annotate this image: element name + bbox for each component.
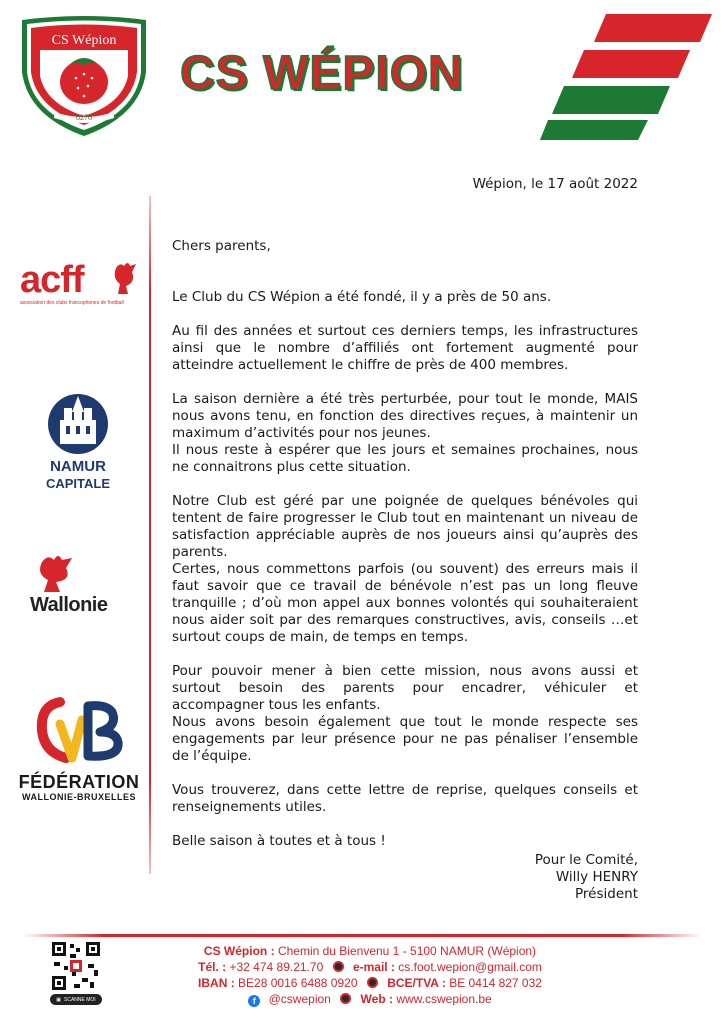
- rooster-icon: [110, 260, 138, 296]
- footer-bce: BE 0414 827 032: [449, 976, 542, 990]
- paragraph-advice: Vous trouverez, dans cette lettre de reprise, quelques conseils et renseignements utiles.: [172, 782, 638, 815]
- paragraph-appeal: Certes, nous commettons parfois (ou souvent) des erreurs mais il faut savoir que ce travail de bénévole n’est pas un long fleuve tranquille ; d’où mon appel aux bonnes volontés qui souhaiteraient nous aider soit par des remarques constructives, avis, conseils …et surtout coups de main, de temps en temps.: [172, 561, 638, 645]
- acff-subtitle: association des clubs francophones de football: [20, 300, 124, 306]
- footer-iban-label: IBAN :: [198, 976, 235, 990]
- footer-facebook[interactable]: @cswepion: [268, 992, 331, 1006]
- wallonie-rooster-icon: [34, 552, 74, 594]
- footer-tel[interactable]: +32 474 89.21.70: [229, 960, 324, 974]
- crest-number: 8276: [76, 113, 92, 122]
- signature-block: [535, 852, 638, 903]
- football-icon: [333, 961, 344, 972]
- qr-caption: [50, 994, 102, 1005]
- acff-logo: [18, 260, 140, 310]
- left-divider-line: [149, 196, 151, 874]
- scan-icon: ▣: [56, 996, 62, 1003]
- namur-logo-line2: CAPITALE: [45, 476, 111, 491]
- paragraph-hope: Il nous reste à espérer que les jours et semaines prochaines, nous ne connaitrons plus cette situation.: [172, 442, 638, 475]
- signature-title: Président: [575, 886, 638, 902]
- club-crest-logo: [18, 12, 150, 140]
- fwb-emblem-icon: [30, 696, 130, 766]
- paragraph-parents-needed: Pour pouvoir mener à bien cette mission, nous avons aussi et surtout besoin des parents pour encadrer, véhiculer et accompagner tous les enfants.: [172, 663, 638, 713]
- footer-address-line: [150, 944, 590, 958]
- footer-contact-line: [150, 960, 590, 974]
- paragraph-volunteers: Notre Club est géré par une poignée de quelques bénévoles qui tentent de faire progresser le Club tout en maintenant un niveau de satisfaction appréciable auprès de nos joueurs ainsi qu’auprès des parents.: [172, 493, 638, 560]
- signature-name: Willy HENRY: [555, 869, 638, 885]
- wallonie-logo-text: Wallonie: [30, 594, 108, 616]
- footer-bce-label: BCE/TVA :: [387, 976, 446, 990]
- footer-web-label: Web :: [360, 992, 393, 1006]
- footer-tel-label: Tél. :: [198, 960, 227, 974]
- footer-email[interactable]: cs.foot.wepion@gmail.com: [398, 960, 542, 974]
- footer-bank-line: [150, 976, 590, 990]
- namur-logo-line1: NAMUR: [50, 458, 106, 475]
- facebook-icon: f: [248, 995, 260, 1007]
- footer-web[interactable]: www.cswepion.be: [396, 992, 492, 1006]
- fwb-logo-line1: FÉDÉRATION: [18, 772, 140, 792]
- paragraph-founding: Le Club du CS Wépion a été fondé, il y a près de 50 ans.: [172, 289, 552, 305]
- signature-line1: Pour le Comité,: [534, 852, 638, 868]
- namur-capitale-logo: [28, 392, 128, 492]
- paragraph-closing: Belle saison à toutes et à tous !: [172, 833, 386, 849]
- footer-email-label: e-mail :: [352, 960, 395, 974]
- qr-code-icon[interactable]: [50, 940, 102, 992]
- paragraph-last-season: La saison dernière a été très perturbée, pour tout le monde, MAIS nous avons tenu, en fonction des directives reçues, à maintenir un maximum d’activités pour nos jeunes.: [172, 391, 638, 441]
- footer-social-line: [150, 992, 590, 1007]
- letter-date: Wépion, le 17 août 2022: [472, 176, 638, 192]
- greeting: Chers parents,: [172, 238, 271, 254]
- letter-body: [172, 238, 638, 867]
- football-icon: [340, 993, 351, 1004]
- fwb-logo-line2: WALLONIE-BRUXELLES: [22, 792, 136, 802]
- club-title: CS WÉPION: [180, 47, 464, 100]
- footer-divider: [22, 934, 702, 937]
- namur-citadel-icon: [28, 392, 128, 456]
- paragraph-growth: Au fil des années et surtout ces derniers temps, les infrastructures ainsi que le nombre d’affiliés ont fortement augmenté pour atteindre actuellement le chiffre de près de 400 membres.: [172, 323, 638, 373]
- federation-wallonie-bruxelles-logo: [18, 696, 140, 804]
- brand-stripes-decoration: [540, 10, 716, 142]
- paragraph-commitment: Nous avons besoin également que tout le monde respecte ses engagements par leur présence pour ne pas pénaliser l’ensemble de l’équipe.: [172, 714, 638, 764]
- acff-logo-text: acff: [20, 259, 84, 301]
- qr-caption-text: SCANNE MOI: [64, 996, 96, 1003]
- footer-address: Chemin du Bienvenu 1 - 5100 NAMUR (Wépion): [277, 944, 537, 958]
- crest-top-text: CS Wépion: [51, 33, 117, 48]
- football-icon: [367, 977, 378, 988]
- footer-iban: BE28 0016 6488 0920: [238, 976, 358, 990]
- wallonie-logo: [30, 552, 130, 618]
- footer-club-label: CS Wépion :: [203, 944, 275, 958]
